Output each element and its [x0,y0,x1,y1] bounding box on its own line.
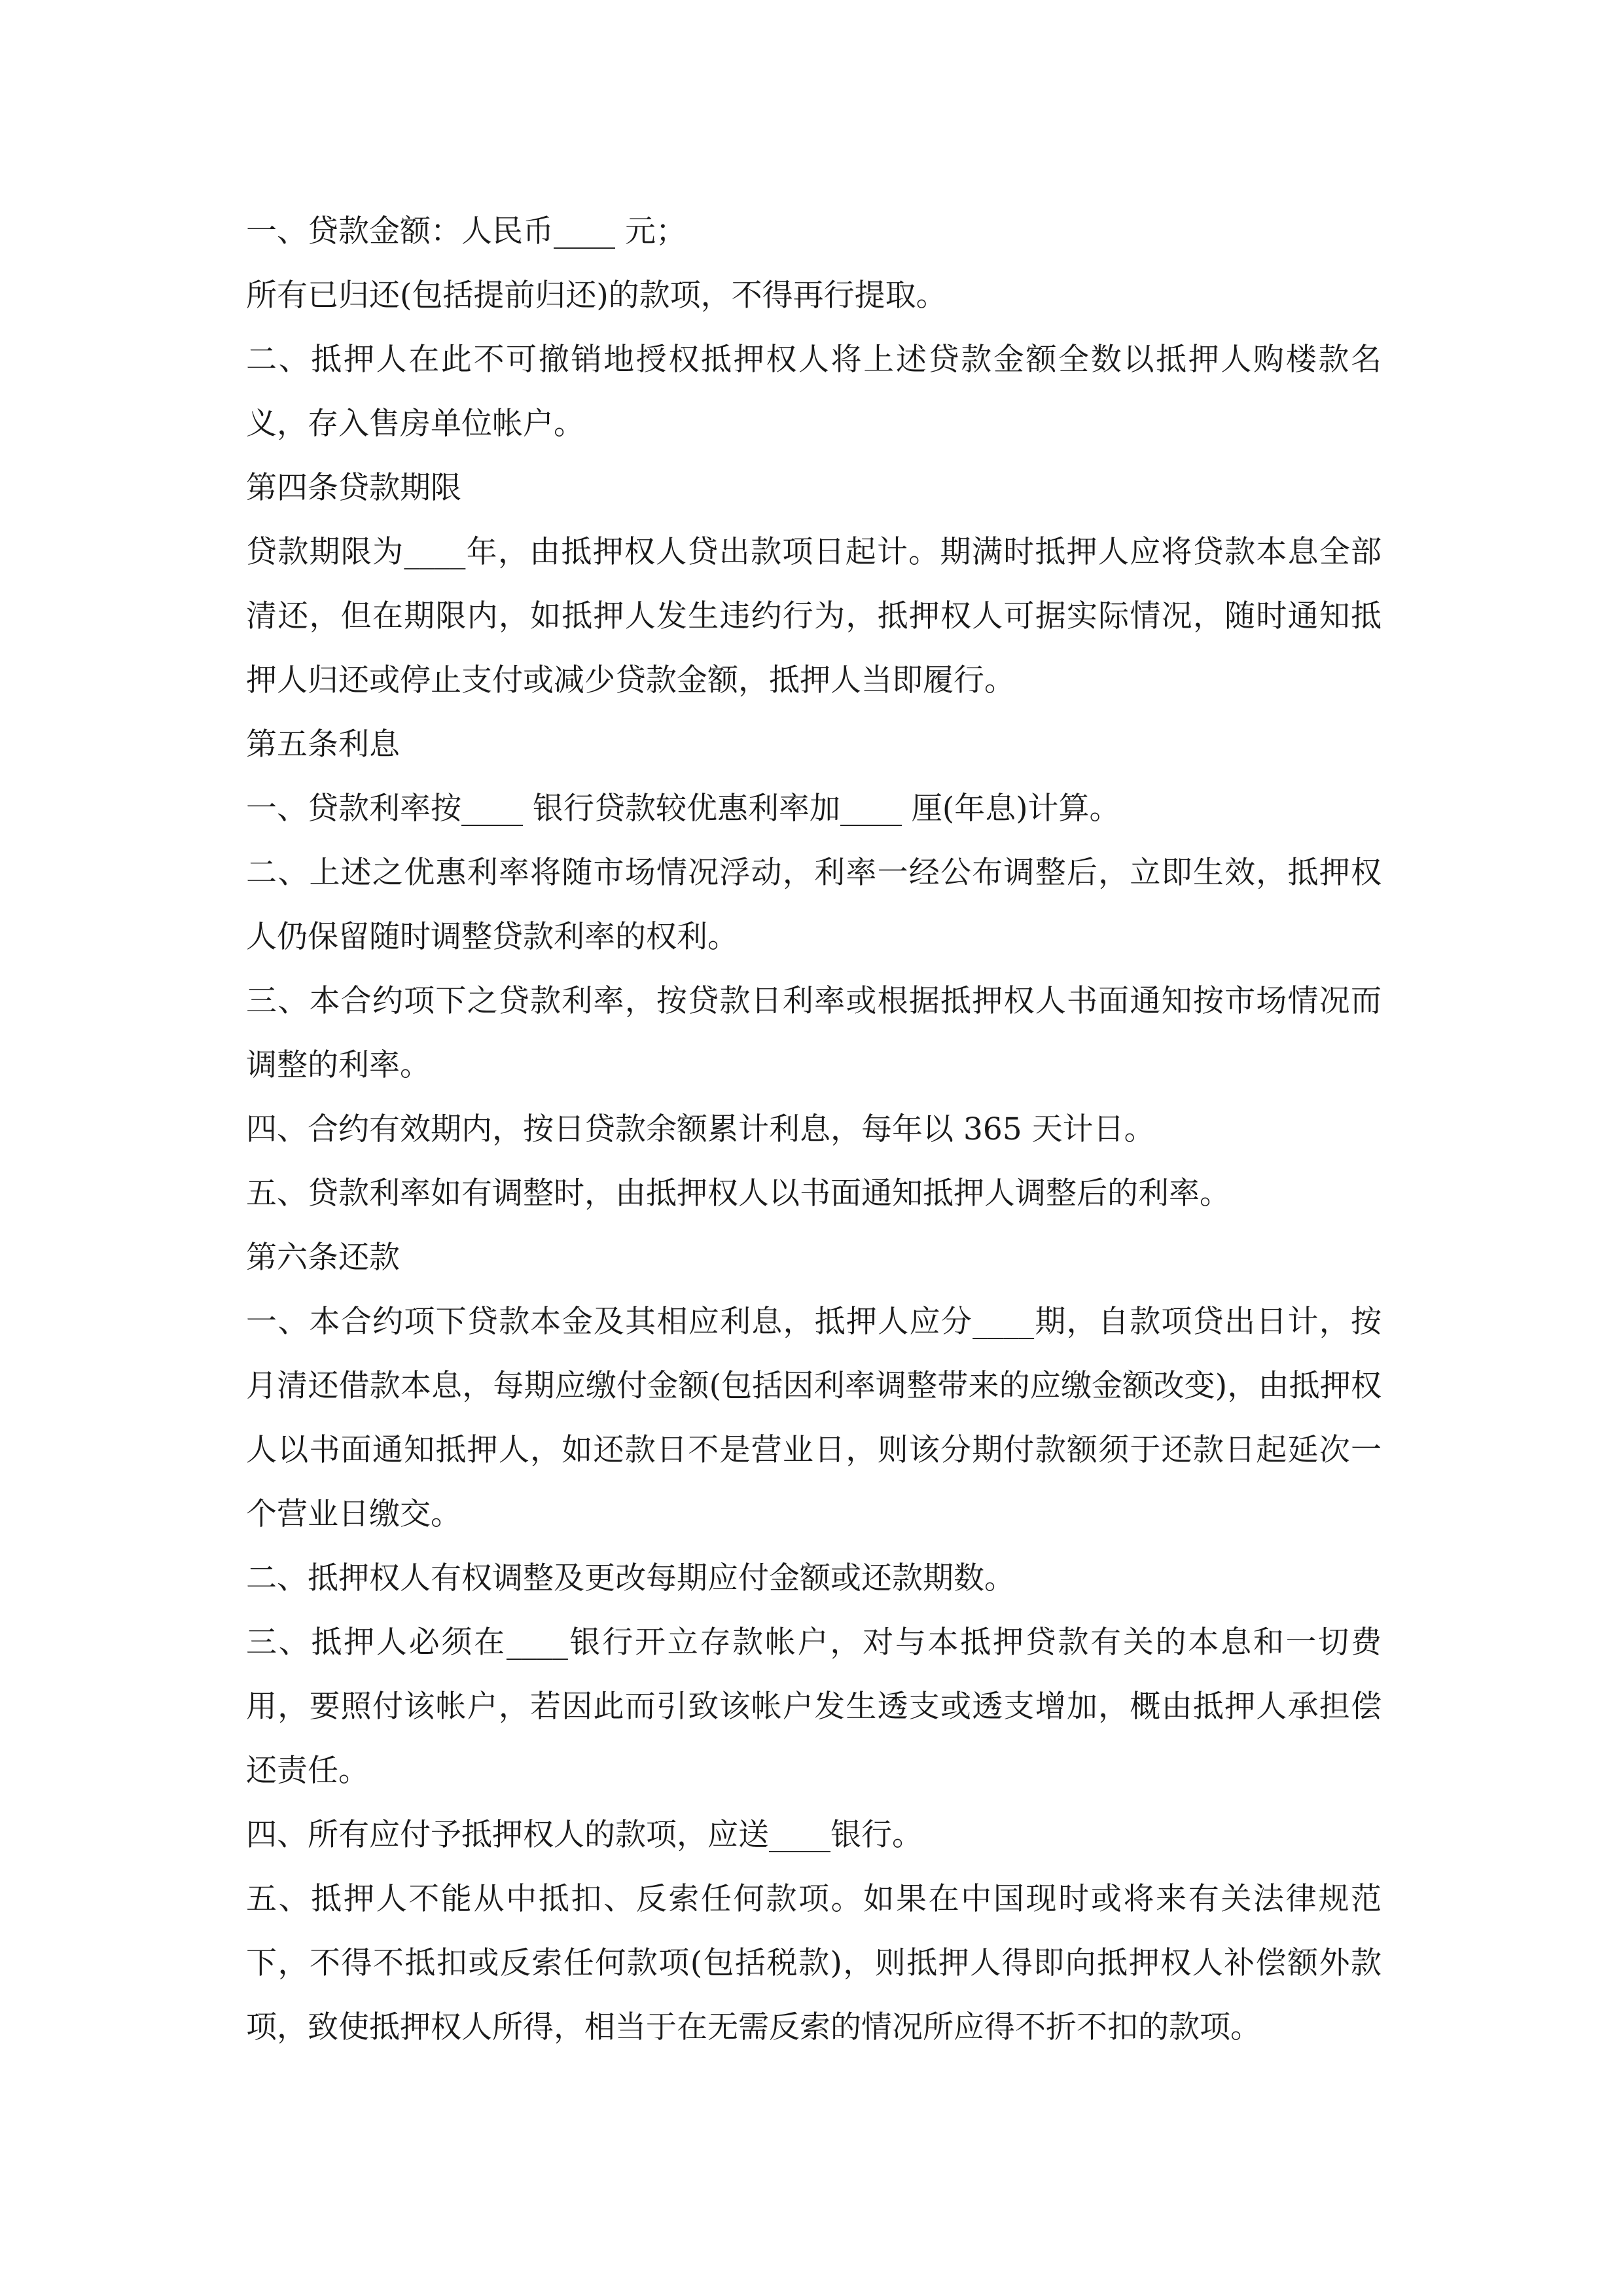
applicable-rate-clause: 三、本合约项下之贷款利率，按贷款日利率或根据抵押权人书面通知按市场情况而调整的利率。 [246,983,1382,1083]
interest-rate-clause: 一、贷款利率按____ 银行贷款较优惠利率加____ 厘(年息)计算。 [246,791,1120,827]
no-redraw-clause: 所有已归还(包括提前归还)的款项，不得再行提取。 [246,278,947,314]
installment-clause: 一、本合约项下贷款本金及其相应利息，抵押人应分____期，自款项贷出日计，按月清还借款本息，每期应缴付金额(包括因利率调整带来的应缴金额改变)，由抵押权人以书面通知抵押人，如还款日不是营业日，则该分期付款额须于还款日起延次一个营业日缴交。 [246,1304,1382,1532]
installment-adjustment-clause: 二、抵押权人有权调整及更改每期应付金额或还款期数。 [246,1560,1015,1596]
interest-accrual-clause: 四、合约有效期内，按日贷款余额累计利息，每年以 365 天计日。 [246,1111,1155,1147]
rate-adjustment-notice-clause: 五、贷款利率如有调整时，由抵押权人以书面通知抵押人调整后的利率。 [246,1175,1230,1211]
loan-term-clause: 贷款期限为____年，由抵押权人贷出款项日起计。期满时抵押人应将贷款本息全部清还，但在期限内，如抵押人发生违约行为，抵押权人可据实际情况，随时通知抵押人归还或停止支付或减少贷款金额，抵押人当即履行。 [246,534,1382,698]
deposit-authorization-clause: 二、抵押人在此不可撤销地授权抵押权人将上述贷款金额全数以抵押人购楼款名义，存入售房单位帐户。 [246,342,1382,442]
article-6-heading: 第六条还款 [246,1240,400,1276]
article-4-heading: 第四条贷款期限 [246,470,461,506]
loan-amount-clause: 一、贷款金额：人民币____ 元； [246,213,687,249]
deposit-account-clause: 三、抵押人必须在____银行开立存款帐户，对与本抵押贷款有关的本息和一切费用，要照付该帐户，若因此而引致该帐户发生透支或透支增加，概由抵押人承担偿还责任。 [246,1624,1382,1789]
document-body [246,200,1382,2060]
payment-destination-clause: 四、所有应付予抵押权人的款项，应送____银行。 [246,1817,923,1853]
article-5-heading: 第五条利息 [246,726,400,762]
rate-floating-clause: 二、上述之优惠利率将随市场情况浮动，利率一经公布调整后，立即生效，抵押权人仍保留随时调整贷款利率的权利。 [246,855,1382,955]
no-setoff-clause: 五、抵押人不能从中抵扣、反索任何款项。如果在中国现时或将来有关法律规范下，不得不抵扣或反索任何款项(包括税款)，则抵押人得即向抵押权人补偿额外款项，致使抵押权人所得，相当于在无需反索的情况所应得不折不扣的款项。 [246,1881,1382,2045]
